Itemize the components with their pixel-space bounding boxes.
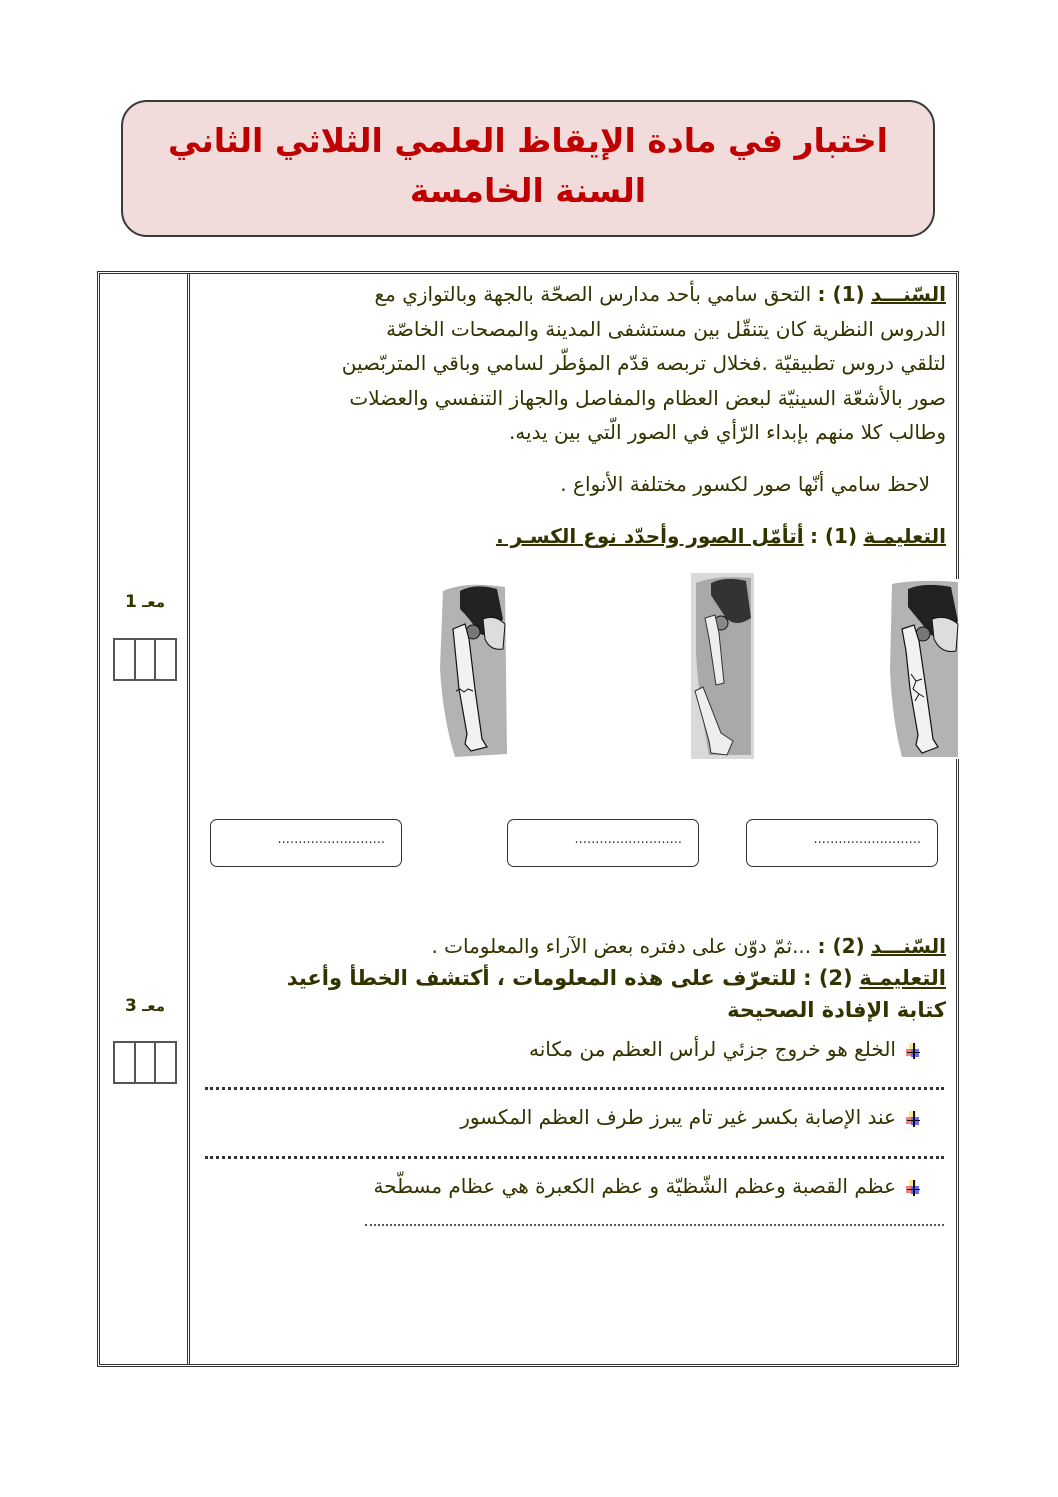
bullet-icon [906, 1043, 920, 1059]
answer-line-3[interactable] [365, 1224, 944, 1226]
answer-line-2[interactable] [205, 1156, 944, 1159]
exam-title: اختبار في مادة الإيقاظ العلمي الثلاثي الثاني [168, 121, 888, 160]
answer-box-left[interactable]: .......................... [210, 819, 402, 867]
score-box[interactable] [134, 1043, 155, 1082]
exam-title-box [121, 100, 935, 237]
score-boxes-3[interactable] [113, 1041, 177, 1084]
instruction-1-label: التعليمـة [863, 524, 946, 548]
score-box[interactable] [134, 640, 155, 679]
answer-box-middle[interactable]: .......................... [507, 819, 699, 867]
criterion-label-1: معـ 1 [125, 592, 165, 612]
sanad-1-label: السّنـــد [871, 282, 946, 306]
score-box[interactable] [115, 1043, 134, 1082]
statement-2: عند الإصابة بكسر غير تام يبرز طرف العظم المكسور [199, 1100, 920, 1135]
bullet-icon [906, 1180, 920, 1196]
instruction-1-text: أتأمّل الصور وأحدّد نوع الكسـر . [496, 524, 804, 548]
femur-fracture-image-right [886, 579, 961, 759]
sanad-2-label: السّنـــد [871, 934, 946, 958]
exam-grade: السنة الخامسة [409, 171, 647, 210]
exam-table [97, 271, 959, 1367]
answer-line-1[interactable] [205, 1087, 944, 1090]
instruction-2: التعليمـة (2) : للتعرّف على هذه المعلومات ، أكتشف الخطأ وأعيد كتابة الإفادة الصحيحة [286, 966, 946, 1022]
score-box[interactable] [115, 640, 134, 679]
bullet-icon [906, 1111, 920, 1127]
score-boxes-1[interactable] [113, 638, 177, 681]
score-column [100, 274, 190, 1364]
content-column [193, 274, 956, 1364]
observation-text: لاحظ سامي أنّها صور لكسور مختلفة الأنواع . [560, 472, 930, 496]
instruction-2-label: التعليمـة [859, 966, 946, 990]
statement-1: الخلع هو خروج جزئي لرأس العظم من مكانه [199, 1032, 920, 1067]
statement-3: عظم القصبة وعظم الشّظيّة و عظم الكعبرة هي عظام مسطّحة [199, 1169, 920, 1204]
sanad-1-number: (1) : [817, 282, 865, 306]
sanad-2: السّنـــد (2) : ...ثمّ دوّن على دفتره بعض الآراء والمعلومات . [431, 934, 946, 958]
score-box[interactable] [154, 1043, 175, 1082]
score-box[interactable] [154, 640, 175, 679]
answer-box-right[interactable]: .......................... [746, 819, 938, 867]
femur-fracture-image-left [435, 579, 510, 759]
criterion-label-3: معـ 3 [125, 996, 165, 1016]
sanad-1: السّنـــد (1) : التحق سامي بأحد مدارس الصحّة بالجهة وبالتوازي مع الدروس النظرية كان يتنقّل بين مستشفى المدينة والمصحات الخاصّة لتلقي دروس تطبيقيّة .فخلال تربصه قدّم المؤطّر لسامي وباقي المتربّصين صور بالأشعّة السينيّة لبعض العظام والمفاصل والجهاز التنفسي والعضلات وطالب كلا منهم بإبداء الرّأي في الصور الّتي بين يديه. [341, 282, 946, 444]
femur-fracture-image-middle [691, 573, 754, 759]
instruction-1: التعليمـة (1) : أتأمّل الصور وأحدّد نوع الكسـر . [496, 524, 946, 548]
